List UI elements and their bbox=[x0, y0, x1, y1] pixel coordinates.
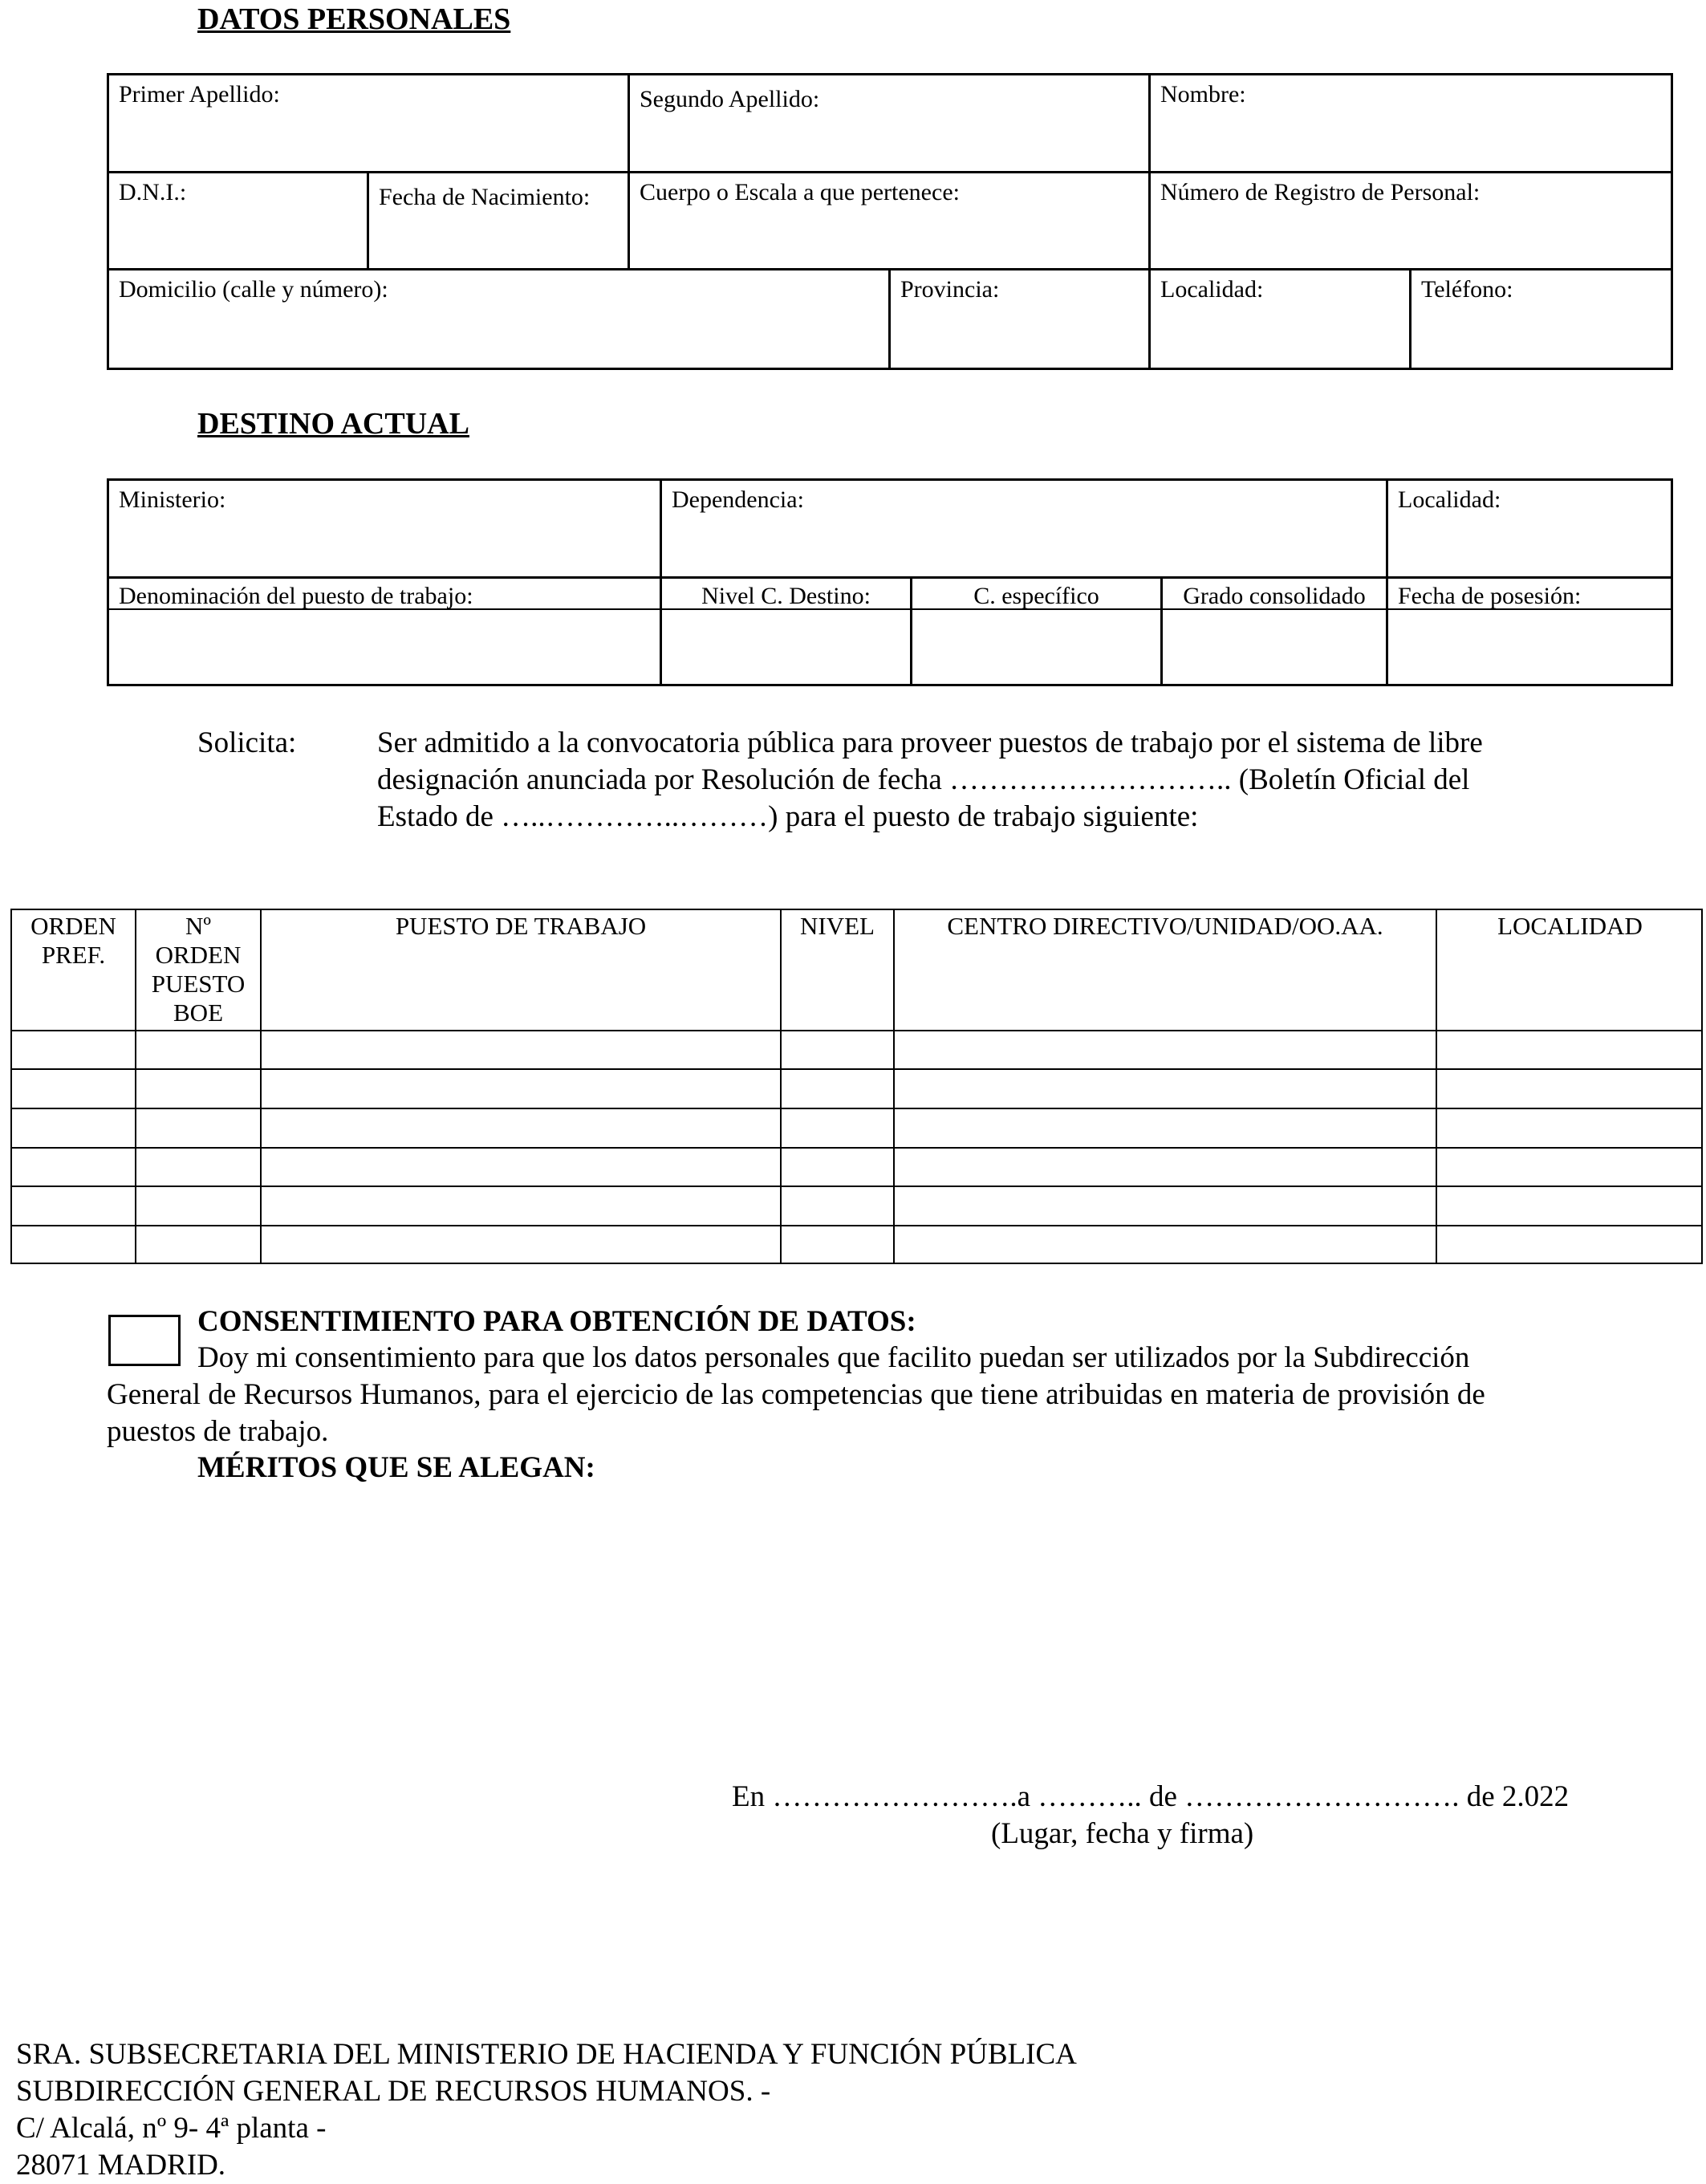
solicita-line-2: designación anunciada por Resolución de fecha ……………………….. (Boletín Oficial del bbox=[377, 763, 1470, 796]
address-line-2: SUBDIRECCIÓN GENERAL DE RECURSOS HUMANOS. - bbox=[16, 2075, 771, 2108]
fecha-posesion-field[interactable]: Fecha de posesión: bbox=[1398, 583, 1582, 609]
meritos-heading: MÉRITOS QUE SE ALEGAN: bbox=[197, 1451, 595, 1484]
registro-field[interactable]: Número de Registro de Personal: bbox=[1160, 179, 1481, 205]
dependencia-field[interactable]: Dependencia: bbox=[672, 486, 804, 513]
header-orden-pref-line2: PREF. bbox=[41, 941, 106, 969]
nombre-field[interactable]: Nombre: bbox=[1160, 81, 1246, 108]
header-centro: CENTRO DIRECTIVO/UNIDAD/OO.AA. bbox=[947, 912, 1383, 940]
header-num-orden bbox=[136, 912, 260, 1027]
firma-line: En …………………….a ……….. de ………………………. de 2.022 bbox=[732, 1780, 1570, 1813]
domicilio-field[interactable]: Domicilio (calle y número): bbox=[119, 276, 388, 303]
especifico-field[interactable]: C. específico bbox=[973, 583, 1099, 609]
ministerio-field[interactable]: Ministerio: bbox=[119, 486, 226, 513]
solicita-label: Solicita: bbox=[197, 726, 297, 759]
consent-line-1: Doy mi consentimiento para que los datos personales que facilito puedan ser utilizados por la Subdirección bbox=[197, 1341, 1470, 1374]
address-line-4: 28071 MADRID. bbox=[16, 2149, 226, 2182]
provincia-field[interactable]: Provincia: bbox=[900, 276, 1000, 303]
consent-checkbox[interactable] bbox=[108, 1315, 181, 1366]
header-localidad: LOCALIDAD bbox=[1497, 912, 1643, 940]
segundo-apellido-field[interactable]: Segundo Apellido: bbox=[640, 86, 820, 112]
header-nivel: NIVEL bbox=[800, 912, 875, 940]
primer-apellido-field[interactable]: Primer Apellido: bbox=[119, 81, 280, 108]
telefono-field[interactable]: Teléfono: bbox=[1421, 276, 1513, 303]
denominacion-field[interactable]: Denominación del puesto de trabajo: bbox=[119, 583, 473, 609]
header-orden-pref bbox=[12, 912, 135, 970]
consent-heading: CONSENTIMIENTO PARA OBTENCIÓN DE DATOS: bbox=[197, 1305, 916, 1338]
personal-heading: DATOS PERSONALES bbox=[197, 2, 511, 36]
localidad-field[interactable]: Localidad: bbox=[1160, 276, 1264, 303]
destino-localidad-field[interactable]: Localidad: bbox=[1398, 486, 1501, 513]
header-num-line3: PUESTO bbox=[151, 970, 246, 998]
firma-caption: (Lugar, fecha y firma) bbox=[991, 1817, 1254, 1850]
fecha-nacimiento-field[interactable]: Fecha de Nacimiento: bbox=[379, 184, 591, 210]
consent-line-2: General de Recursos Humanos, para el ejercicio de las competencias que tiene atribuidas en materia de provisión de bbox=[107, 1378, 1485, 1411]
nivel-destino-field[interactable]: Nivel C. Destino: bbox=[701, 583, 871, 609]
header-orden-pref-line1: ORDEN bbox=[30, 912, 116, 940]
header-num-line1: Nº bbox=[185, 912, 211, 940]
solicita-line-1: Ser admitido a la convocatoria pública para proveer puestos de trabajo por el sistema de libre bbox=[377, 726, 1483, 759]
address-line-1: SRA. SUBSECRETARIA DEL MINISTERIO DE HACIENDA Y FUNCIÓN PÚBLICA bbox=[16, 2038, 1077, 2071]
header-puesto: PUESTO DE TRABAJO bbox=[395, 912, 647, 940]
cuerpo-field[interactable]: Cuerpo o Escala a que pertenece: bbox=[640, 179, 960, 205]
header-num-line4: BOE bbox=[173, 998, 223, 1027]
consent-line-3: puestos de trabajo. bbox=[107, 1415, 329, 1448]
destino-heading: DESTINO ACTUAL bbox=[197, 407, 469, 441]
dni-field[interactable]: D.N.I.: bbox=[119, 179, 187, 205]
address-line-3: C/ Alcalá, nº 9- 4ª planta - bbox=[16, 2112, 327, 2145]
grado-field[interactable]: Grado consolidado bbox=[1183, 583, 1366, 609]
header-num-line2: ORDEN bbox=[155, 941, 242, 969]
solicita-line-3: Estado de …..…………..………) para el puesto de trabajo siguiente: bbox=[377, 800, 1199, 833]
